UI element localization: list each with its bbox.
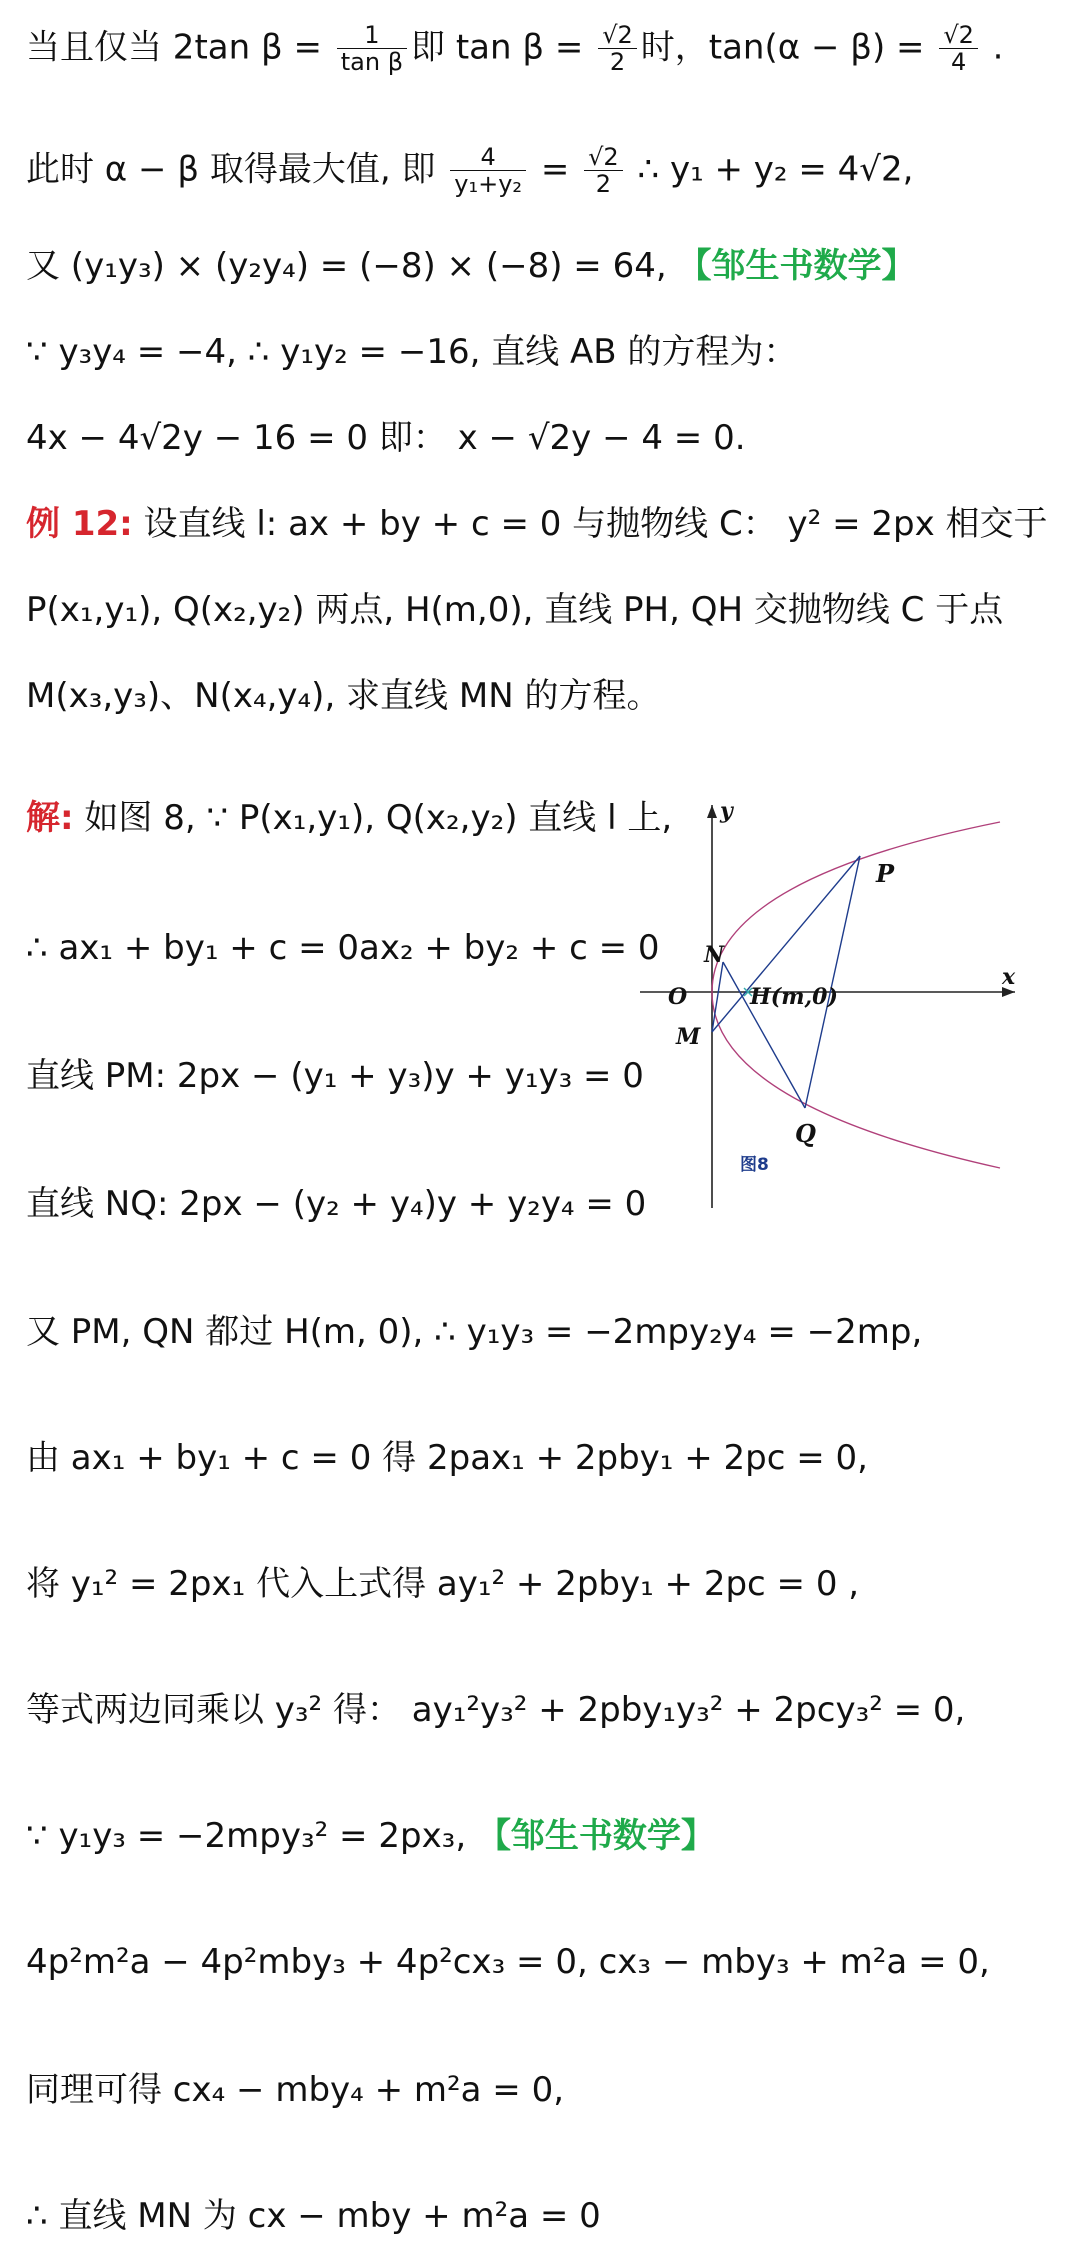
line-11: 直线 PM: 2px − (y₁ + y₃)y + y₁y₃ = 0 — [26, 1056, 644, 1096]
fraction-denominator: y₁+y₂ — [454, 170, 523, 199]
fraction-numerator: 4 — [450, 144, 526, 171]
text: 设直线 l: ax + by + c = 0 与抛物线 C： y² = 2px 相交于 — [132, 504, 1048, 544]
text: 如图 8, ∵ P(x₁,y₁), Q(x₂,y₂) 直线 l 上, — [73, 798, 673, 838]
line-20: ∴ 直线 MN 为 cx − mby + m²a = 0 — [26, 2196, 601, 2236]
line-19: 同理可得 cx₄ − mby₄ + m²a = 0, — [26, 2070, 565, 2110]
line-7: P(x₁,y₁), Q(x₂,y₂) 两点, H(m,0), 直线 PH, QH 交抛物线 C 于点 — [26, 590, 1004, 630]
text: 时，tan(α − β) = — [640, 27, 936, 68]
text: 当且仅当 2tan β = — [26, 27, 333, 68]
fraction-denominator: 2 — [609, 48, 626, 77]
figure-caption: 图8 — [740, 1155, 769, 1175]
fraction-denominator: tan β — [340, 48, 404, 77]
y-axis-arrow — [707, 805, 717, 818]
text: 即 tan β = — [411, 27, 595, 68]
line-17 — [26, 1818, 715, 1855]
line-6 — [26, 506, 1048, 543]
fraction-denominator: 2 — [595, 170, 612, 199]
line-16: 等式两边同乘以 y₃² 得： ay₁²y₃² + 2pby₁y₃² + 2pcy₃² = 0, — [26, 1690, 966, 1730]
label-M: M — [676, 1024, 701, 1050]
line-1 — [26, 22, 1004, 76]
line-2 — [26, 144, 913, 198]
line-5: 4x − 4√2y − 16 = 0 即： x − √2y − 4 = 0. — [26, 418, 746, 458]
text: ∵ y₁y₃ = −2mpy₃² = 2px₃, — [26, 1816, 477, 1856]
example-label: 例 12: — [26, 504, 133, 544]
line-3 — [26, 248, 915, 285]
fraction — [939, 22, 978, 76]
fraction-numerator: 1 — [337, 22, 407, 49]
fraction — [450, 144, 526, 198]
fraction-denominator: 4 — [950, 48, 967, 77]
figure-8 — [640, 800, 1020, 1210]
text: . — [981, 27, 1004, 68]
line-9 — [26, 800, 672, 837]
line-14: 由 ax₁ + by₁ + c = 0 得 2pax₁ + 2pby₁ + 2pc = 0, — [26, 1438, 868, 1478]
text: ∴ y₁ + y₂ = 4√2, — [626, 149, 914, 190]
brand-tag: 【邹生书数学】 — [677, 246, 916, 286]
line-8: M(x₃,y₃)、N(x₄,y₄), 求直线 MN 的方程。 — [26, 676, 661, 716]
line-10: ∴ ax₁ + by₁ + c = 0ax₂ + by₂ + c = 0 — [26, 928, 660, 968]
label-N: N — [704, 942, 725, 968]
line-12: 直线 NQ: 2px − (y₂ + y₄)y + y₂y₄ = 0 — [26, 1184, 647, 1224]
label-O: O — [668, 984, 688, 1010]
fraction — [598, 22, 637, 76]
label-H: H(m,0) — [750, 984, 838, 1010]
fraction-numerator: √2 — [939, 22, 978, 49]
line-18: 4p²m²a − 4p²mby₃ + 4p²cx₃ = 0, cx₃ − mby₃ + m²a = 0, — [26, 1942, 990, 1982]
line-4: ∵ y₃y₄ = −4, ∴ y₁y₂ = −16, 直线 AB 的方程为： — [26, 332, 798, 372]
fraction — [584, 144, 623, 198]
brand-tag: 【邹生书数学】 — [476, 1816, 715, 1856]
parabola-diagram — [640, 800, 1020, 1210]
fraction-numerator: √2 — [598, 22, 637, 49]
label-x: x — [1002, 964, 1016, 990]
label-y: y — [720, 800, 733, 824]
line-15: 将 y₁² = 2px₁ 代入上式得 ay₁² + 2pby₁ + 2pc = 0 , — [26, 1564, 860, 1604]
text: = — [530, 149, 581, 190]
text: 此时 α − β 取得最大值, 即 — [26, 149, 447, 190]
line-PQ — [805, 856, 860, 1108]
fraction — [337, 22, 407, 76]
label-P: P — [876, 859, 895, 888]
fraction-numerator: √2 — [584, 144, 623, 171]
solution-label: 解: — [26, 798, 74, 838]
label-Q: Q — [795, 1119, 816, 1148]
text: 又 (y₁y₃) × (y₂y₄) = (−8) × (−8) = 64, — [26, 246, 678, 286]
line-13: 又 PM, QN 都过 H(m, 0), ∴ y₁y₃ = −2mpy₂y₄ = −2mp, — [26, 1312, 923, 1352]
